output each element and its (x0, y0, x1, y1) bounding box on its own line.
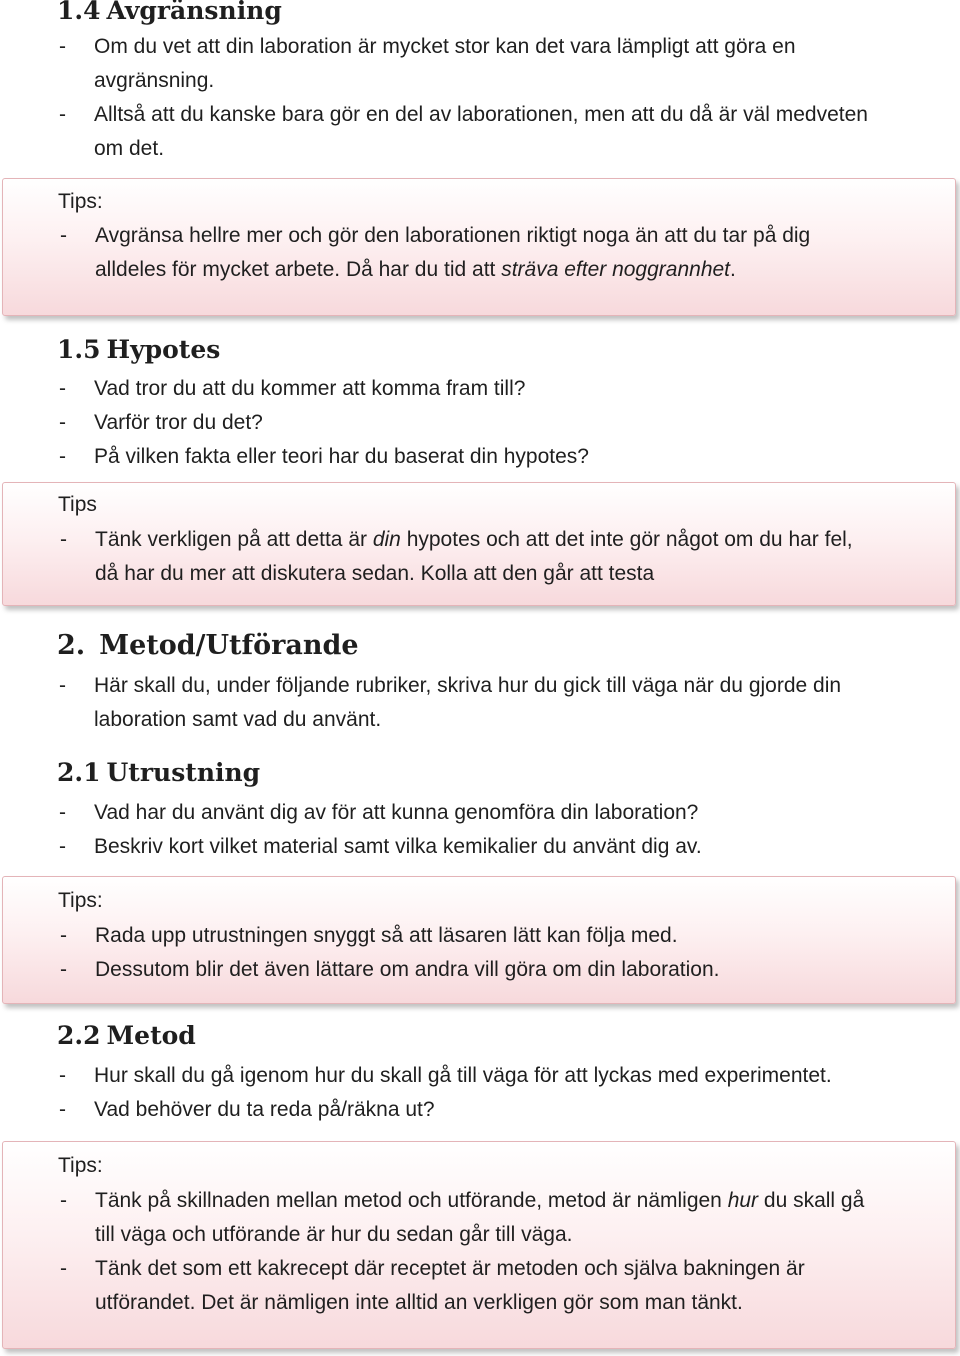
tip-box-1-5 (2, 482, 956, 606)
heading-title: Metod (106, 1021, 196, 1050)
list-item: - Varför tror du det? (57, 406, 940, 440)
list-item: - Om du vet att din laboration är mycket stor kan det vara lämpligt att göra en avgränsning. (57, 30, 940, 98)
emphasis: hur (727, 1189, 759, 1212)
list-item: - Vad behöver du ta reda på/räkna ut? (57, 1093, 940, 1127)
tip-title: Tips: (58, 889, 103, 912)
heading-1-4 (57, 0, 282, 25)
list-item: - Dessutom blir det även lättare om andra vill göra om din laboration. (58, 953, 945, 987)
heading-2-1 (57, 758, 260, 787)
heading-title: Metod/Utförande (99, 630, 359, 661)
heading-1-5 (57, 335, 220, 364)
tip-list (58, 219, 945, 287)
list-item: - Här skall du, under följande rubriker, skriva hur du gick till väga när du gjorde din laboration samt vad du använt. (57, 669, 940, 737)
heading-number: 2. (57, 630, 86, 661)
tip-title: Tips: (58, 1154, 103, 1177)
list-item: - Avgränsa hellre mer och gör den laborationen riktigt noga än att du tar på dig alldeles för mycket arbete. Då har du tid att sträva efter noggrannhet. (58, 219, 945, 287)
heading-2 (57, 630, 359, 661)
heading-title: Utrustning (106, 758, 261, 787)
list-1-5 (57, 372, 940, 474)
list-item: - På vilken fakta eller teori har du baserat din hypotes? (57, 440, 940, 474)
tip-list (58, 1184, 945, 1320)
tip-box-2-2 (2, 1141, 956, 1349)
list-item: - Tänk på skillnaden mellan metod och utförande, metod är nämligen hur du skall gå till väga och utförande är hur du sedan går till väga. (58, 1184, 945, 1252)
list-2 (57, 669, 940, 737)
heading-number: 1.4 (57, 0, 101, 25)
list-item: - Beskriv kort vilket material samt vilka kemikalier du använt dig av. (57, 830, 940, 864)
list-item: - Vad tror du att du kommer att komma fram till? (57, 372, 940, 406)
heading-number: 2.1 (57, 758, 101, 787)
tip-box-2-1 (2, 876, 956, 1004)
list-item: - Hur skall du gå igenom hur du skall gå till väga för att lyckas med experimentet. (57, 1059, 940, 1093)
list-item: - Vad har du använt dig av för att kunna genomföra din laboration? (57, 796, 940, 830)
heading-number: 2.2 (57, 1021, 101, 1050)
list-item: - Tänk verkligen på att detta är din hypotes och att det inte gör något om du har fel, då har du mer att diskutera sedan. Kolla att den går att testa (58, 523, 945, 591)
heading-title: Hypotes (106, 335, 221, 364)
tip-title: Tips (58, 493, 97, 516)
list-item: - Tänk det som ett kakrecept där receptet är metoden och själva bakningen är utförandet. Det är nämligen inte alltid an verkligen gör som man tänkt. (58, 1252, 945, 1320)
tip-list (58, 919, 945, 987)
tip-title: Tips: (58, 190, 103, 213)
heading-number: 1.5 (57, 335, 101, 364)
emphasis: din (372, 528, 401, 551)
list-item: - Rada upp utrustningen snyggt så att läsaren lätt kan följa med. (58, 919, 945, 953)
heading-title: Avgränsning (106, 0, 282, 25)
list-2-2 (57, 1059, 940, 1127)
list-item: - Alltså att du kanske bara gör en del av laborationen, men att du då är väl medveten om det. (57, 98, 940, 166)
list-2-1 (57, 796, 940, 864)
heading-2-2 (57, 1021, 196, 1050)
emphasis: sträva efter noggrannhet (501, 258, 731, 281)
tip-list (58, 523, 945, 591)
list-1-4 (57, 30, 940, 166)
tip-box-1-4 (2, 178, 956, 316)
